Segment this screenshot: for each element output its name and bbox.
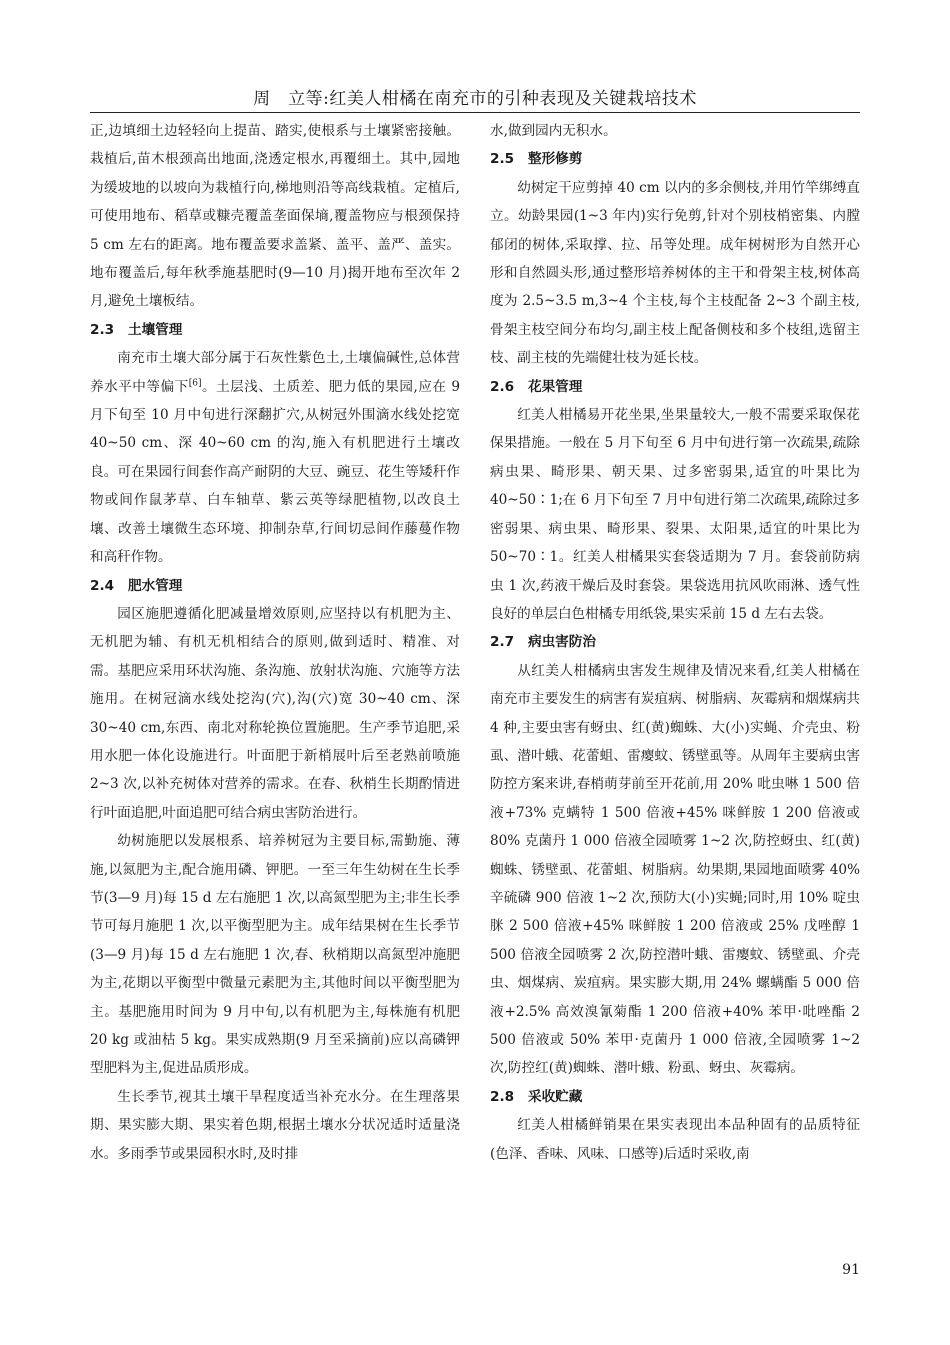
paragraph-continued: 正,边填细土边轻轻向上提苗、踏实,使根系与土壤紧密接触。栽植后,苗木根颈高出地面,浇透定根水,再覆细土。其中,园地为缓坡地的以坡向为栽植行向,梯地则沿等高线栽植。定植后,可使用地布、稻草或糠壳覆盖垄面保墒,覆盖物应与根颈保持 5 cm 左右的距离。地布覆盖要求盖紧、盖平、盖严、盖实。地布覆盖后,每年秋季施基肥时(9—10 月)揭开地布至次年 2 月,避免土壤板结。 — [90, 123, 460, 310]
running-header: 周 立等:红美人柑橘在南充市的引种表现及关键栽培技术 — [253, 89, 697, 109]
section-heading-2-3 — [90, 316, 460, 344]
section-number: 2.7 — [490, 634, 515, 651]
section-number: 2.8 — [490, 1088, 515, 1105]
header-rule — [90, 112, 860, 113]
paragraph: 从红美人柑橘病虫害发生规律及情况来看,红美人柑橘在南充市主要发生的病害有炭疽病、树脂病、灰霉病和烟煤病共 4 种,主要虫害有蚜虫、红(黄)蜘蛛、大(小)实蝇、介壳虫、粉虱、潜叶蛾、花蕾蛆、雷瘿蚊、锈壁虱等。从周年主要病虫害防控方案来讲,春梢萌芽前至开花前,用 20% 吡虫啉 1 500 倍液+73% 克螨特 1 500 倍液+45% 咪鲜胺 1 200 倍液或 80% 克菌丹 1 000 倍液全园喷雾 1~2 次,防控蚜虫、红(黄)蜘蛛、锈壁虱、花蕾蛆、树脂病。幼果期,果园地面喷雾 40% 辛硫磷 900 倍液 1~2 次,预防大(小)实蝇;同时,用 10% 啶虫脒 2 500 倍液+45% 咪鲜胺 1 200 倍液或 25% 戊唑醇 1 500 倍液全园喷雾 2 次,防控潜叶蛾、雷瘿蚊、锈壁虱、介壳虫、烟煤病、炭疽病。果实膨大期,用 24% 螺螨酯 5 000 倍液+2.5% 高效溴氰菊酯 1 200 倍液+40% 苯甲·吡唑酯 2 500 倍液或 50% 苯甲·克菌丹 1 000 倍液,全园喷雾 1~2 次,防控红(黄)蜘蛛、潜叶蛾、粉虱、蚜虫、灰霉病。 — [490, 662, 860, 1077]
paragraph-continued: 水,做到园内无积水。 — [490, 123, 617, 139]
section-title: 花果管理 — [528, 378, 583, 395]
paragraph: 幼树定干应剪掉 40 cm 以内的多余侧枝,并用竹竿绑缚直立。幼龄果园(1~3 年内)实行免剪,针对个别枝梢密集、内膛郁闭的树体,采取撑、拉、吊等处理。成年树树形为自然开心形和自然圆头形,通过整形培养树体的主干和骨架主枝,树体高度为 2.5~3.5 m,3~4 个主枝,每个主枝配备 2~3 个副主枝,骨架主枝空间分布均匀,副主枝上配备侧枝和多个枝组,选留主枝、副主枝的先端健壮枝为延长枝。 — [490, 179, 860, 367]
section-heading-2-5 — [490, 145, 860, 173]
paragraph-text: 南充市土壤大部分属于石灰性紫色土,土壤偏碱性,总体营养水平中等偏下 — [90, 350, 460, 395]
paragraph: 红美人柑橘鲜销果在果实表现出本品种固有的品质特征(色泽、香味、风味、口感等)后适时采收,南 — [490, 1117, 860, 1162]
section-number: 2.6 — [490, 378, 515, 395]
paragraph: 园区施肥遵循化肥减量增效原则,应坚持以有机肥为主、无机肥为辅、有机无机相结合的原则,做到适时、精准、对需。基肥应采用环状沟施、条沟施、放射状沟施、穴施等方法施用。在树冠滴水线处挖沟(穴),沟(穴)宽 30~40 cm、深 30~40 cm,东西、南北对称轮换位置施肥。生产季节追肥,采用水肥一体化设施进行。叶面肥于新梢展叶后至老熟前喷施 2~3 次,以补充树体对营养的需求。在春、秋梢生长期酌情进行叶面追肥,叶面追肥可结合病虫害防治进行。 — [90, 605, 460, 821]
section-title: 采收贮藏 — [528, 1088, 583, 1105]
section-number: 2.5 — [490, 151, 515, 168]
section-number: 2.4 — [90, 577, 115, 594]
section-heading-2-8 — [490, 1083, 860, 1111]
section-title: 整形修剪 — [528, 151, 583, 168]
right-column — [490, 117, 860, 1168]
paragraph: 幼树施肥以发展根系、培养树冠为主要目标,需勤施、薄施,以氮肥为主,配合施用磷、钾肥。一至三年生幼树在生长季节(3—9 月)每 15 d 左右施肥 1 次,以高氮型肥为主;非生长季节可每月施肥 1 次,以平衡型肥为主。成年结果树在生长季节(3—9 月)每 15 d 左右施肥 1 次,春、秋梢期以高氮型冲施肥为主,花期以平衡型中微量元素肥为主,其他时间以平衡型肥为主。基肥施用时间为 9 月中旬,以有机肥为主,每株施有机肥 20 kg 或油枯 5 kg。果实成熟期(9 月至采摘前)应以高磷钾型肥料为主,促进品质形成。 — [90, 833, 460, 1077]
paragraph: 生长季节,视其土壤干旱程度适当补充水分。在生理落果期、果实膨大期、果实着色期,根据土壤水分状况适时适量浇水。多雨季节或果园积水时,及时排 — [90, 1088, 460, 1162]
section-title: 土壤管理 — [128, 321, 183, 338]
section-heading-2-7 — [490, 628, 860, 656]
section-title: 肥水管理 — [128, 577, 183, 594]
section-heading-2-4 — [90, 572, 460, 600]
left-column — [90, 117, 460, 1168]
paragraph-text: 。土层浅、土质差、肥力低的果园,应在 9 月下旬至 10 月中旬进行深翻扩穴,从树冠外围滴水线处挖宽 40~50 cm、深 40~60 cm 的沟,施入有机肥进行土壤改良。可在果园行间套作高产耐阴的大豆、豌豆、花生等矮秆作物或间作鼠茅草、白车轴草、紫云英等绿肥植物,以改良土壤、改善土壤微生态环境、抑制杂草,行间切忌间作藤蔓作物和高秆作物。 — [90, 378, 461, 566]
section-number: 2.3 — [90, 321, 115, 338]
page-number: 91 — [842, 1262, 860, 1278]
citation-ref: [6] — [188, 378, 202, 389]
section-title: 病虫害防治 — [528, 634, 596, 651]
section-heading-2-6 — [490, 373, 860, 401]
paragraph: 红美人柑橘易开花坐果,坐果量较大,一般不需要采取保花保果措施。一般在 5 月下旬至 6 月中旬进行第一次疏果,疏除病虫果、畸形果、朝天果、过多密弱果,适宜的叶果比为 40~50∶1;在 6 月下旬至 7 月中旬进行第二次疏果,疏除过多密弱果、病虫果、畸形果、裂果、太阳果,适宜的叶果比为 50~70∶1。红美人柑橘果实套袋适期为 7 月。套袋前防病虫 1 次,药液干燥后及时套袋。果袋选用抗风吹雨淋、透气性良好的单层白色柑橘专用纸袋,果实采前 15 d 左右去袋。 — [490, 407, 860, 622]
paragraph — [90, 344, 460, 571]
